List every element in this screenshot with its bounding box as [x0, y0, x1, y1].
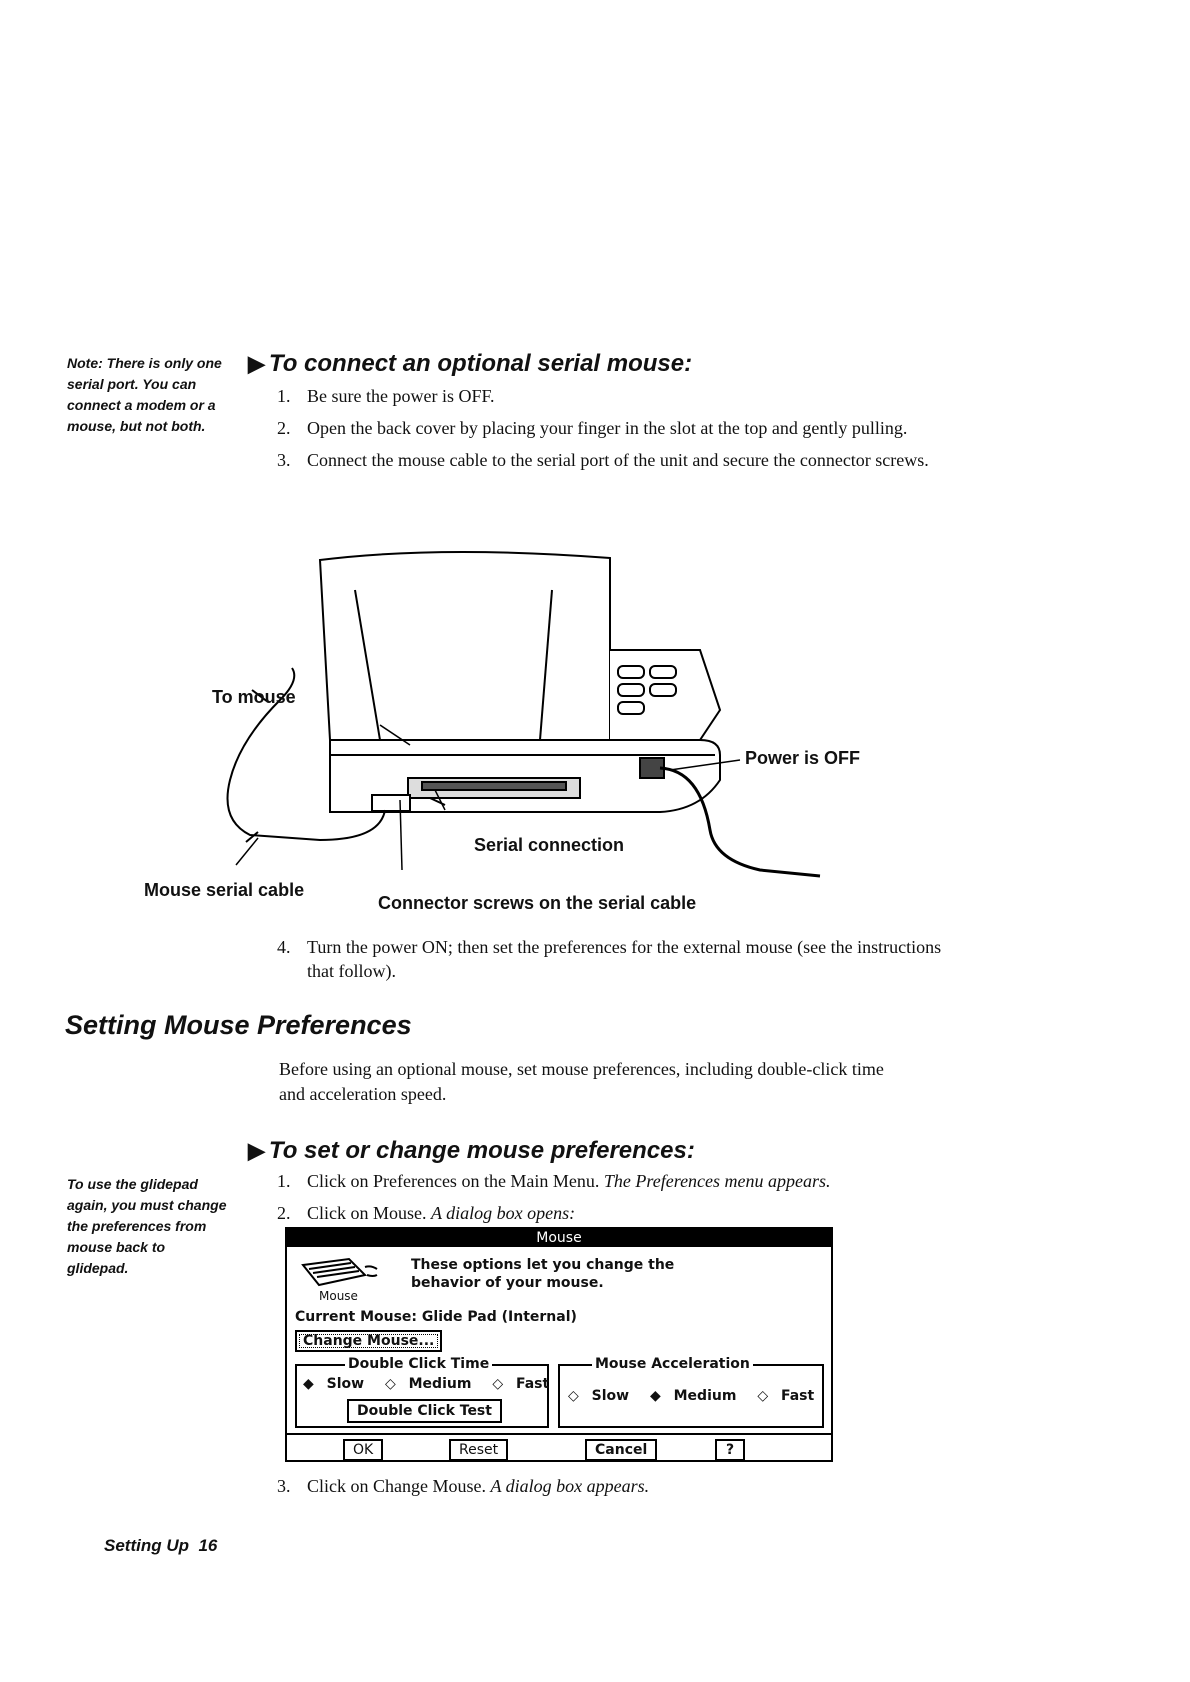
change-mouse-button[interactable]: Change Mouse...	[295, 1330, 442, 1352]
double-click-test-button[interactable]: Double Click Test	[347, 1399, 502, 1423]
dialog-message	[411, 1256, 674, 1292]
mouse-acceleration-group	[558, 1356, 824, 1428]
radio-selected-icon: ◆	[303, 1376, 314, 1392]
radio-label: Medium	[408, 1376, 472, 1392]
label-mouse-serial-cable: Mouse serial cable	[144, 880, 305, 900]
page-number: 16	[198, 1536, 218, 1555]
step-result: A dialog box appears.	[490, 1476, 650, 1496]
footer-section: Setting Up	[104, 1536, 189, 1555]
step-number: 2.	[277, 418, 291, 438]
mouse-acceleration-options	[568, 1388, 830, 1404]
step-number: 2.	[277, 1203, 291, 1223]
arrow-icon: ▶	[248, 351, 265, 376]
help-button[interactable]: ?	[715, 1439, 745, 1461]
dialog-message-line: These options let you change the	[411, 1257, 675, 1273]
radio-selected-icon: ◆	[649, 1388, 661, 1404]
list-item	[277, 1169, 957, 1193]
cancel-button[interactable]: Cancel	[585, 1439, 657, 1461]
list-item	[277, 1474, 957, 1498]
label-power-off: Power is OFF	[745, 748, 861, 768]
dialog-button-bar	[287, 1433, 831, 1462]
current-mouse-label: Current Mouse:	[295, 1309, 418, 1325]
dialog-title: Mouse	[287, 1229, 831, 1247]
list-item	[277, 935, 957, 983]
procedure-heading-prefs	[248, 1137, 695, 1165]
list-item	[277, 416, 937, 440]
step-number: 4.	[277, 937, 291, 957]
step-number: 3.	[277, 450, 291, 470]
label-serial-connection: Serial connection	[474, 835, 625, 855]
list-item	[277, 1201, 957, 1225]
mouse-icon-label: Mouse	[319, 1289, 358, 1303]
side-note-glidepad: To use the glidepad again, you must change the preferences from mouse back to glidepad.	[67, 1176, 227, 1276]
radio-dct-slow[interactable]	[303, 1376, 372, 1392]
prefs-step-3	[277, 1474, 957, 1506]
prefs-steps-list	[277, 1169, 957, 1233]
dialog-message-line: behavior of your mouse.	[411, 1275, 604, 1291]
current-mouse-value: Glide Pad (Internal)	[421, 1309, 577, 1325]
double-click-time-options	[303, 1376, 565, 1392]
radio-empty-icon: ◇	[568, 1388, 579, 1404]
step-text: Connect the mouse cable to the serial port of the unit and secure the connector screws.	[307, 450, 929, 470]
label-to-mouse: To mouse	[212, 687, 296, 707]
radio-acc-slow[interactable]	[568, 1388, 637, 1404]
step-result: The Preferences menu appears.	[603, 1171, 831, 1191]
current-mouse	[295, 1309, 577, 1325]
radio-acc-fast[interactable]	[757, 1388, 822, 1404]
connect-steps-list	[277, 384, 937, 480]
procedure-heading-connect-text: To connect an optional serial mouse:	[268, 350, 693, 377]
radio-label: Fast	[780, 1388, 815, 1404]
step-text: Be sure the power is OFF.	[307, 386, 495, 406]
section-intro: Before using an optional mouse, set mouse preferences, including double-click time and acceleration speed.	[279, 1059, 884, 1104]
step-text: Open the back cover by placing your finger in the slot at the top and gently pulling.	[307, 418, 908, 438]
arrow-icon: ▶	[248, 1138, 265, 1163]
radio-empty-icon: ◇	[384, 1376, 396, 1392]
radio-dct-medium[interactable]	[385, 1376, 479, 1392]
step-text: Turn the power ON; then set the preferences for the external mouse (see the instructions that follow).	[307, 937, 942, 981]
mouse-dialog	[285, 1227, 833, 1462]
step-number: 1.	[277, 386, 291, 406]
step-text: Click on Change Mouse.	[307, 1476, 486, 1496]
step-text: Click on Mouse.	[307, 1203, 427, 1223]
serial-mouse-diagram	[140, 540, 900, 920]
radio-label: Fast	[515, 1376, 550, 1392]
procedure-heading-prefs-text: To set or change mouse preferences:	[268, 1137, 695, 1164]
label-connector-screws: Connector screws on the serial cable	[378, 893, 697, 913]
radio-label: Slow	[591, 1388, 630, 1404]
ok-button[interactable]: OK	[343, 1439, 383, 1461]
step-number: 1.	[277, 1171, 291, 1191]
mouse-acceleration-legend: Mouse Acceleration	[592, 1355, 753, 1373]
double-click-time-legend: Double Click Time	[345, 1355, 492, 1373]
step-text: Click on Preferences on the Main Menu.	[307, 1171, 600, 1191]
radio-empty-icon: ◇	[492, 1376, 504, 1392]
radio-acc-medium[interactable]	[650, 1388, 744, 1404]
connect-step-4	[277, 935, 957, 991]
step-result: A dialog box opens:	[431, 1203, 576, 1223]
double-click-time-group	[295, 1356, 550, 1428]
laptop-illustration	[140, 540, 900, 920]
radio-empty-icon: ◇	[757, 1388, 769, 1404]
section-title: Setting Mouse Preferences	[65, 1010, 412, 1040]
step-number: 3.	[277, 1476, 291, 1496]
list-item	[277, 384, 937, 408]
radio-label: Medium	[673, 1388, 737, 1404]
side-note-serial-port: Note: There is only one serial port. You can connect a modem or a mouse, but not both.	[67, 355, 222, 434]
list-item	[277, 448, 937, 472]
reset-button[interactable]: Reset	[449, 1439, 508, 1461]
radio-dct-fast[interactable]	[492, 1376, 557, 1392]
radio-label: Slow	[326, 1376, 365, 1392]
procedure-heading-connect	[248, 350, 692, 378]
page-footer	[104, 1536, 217, 1556]
